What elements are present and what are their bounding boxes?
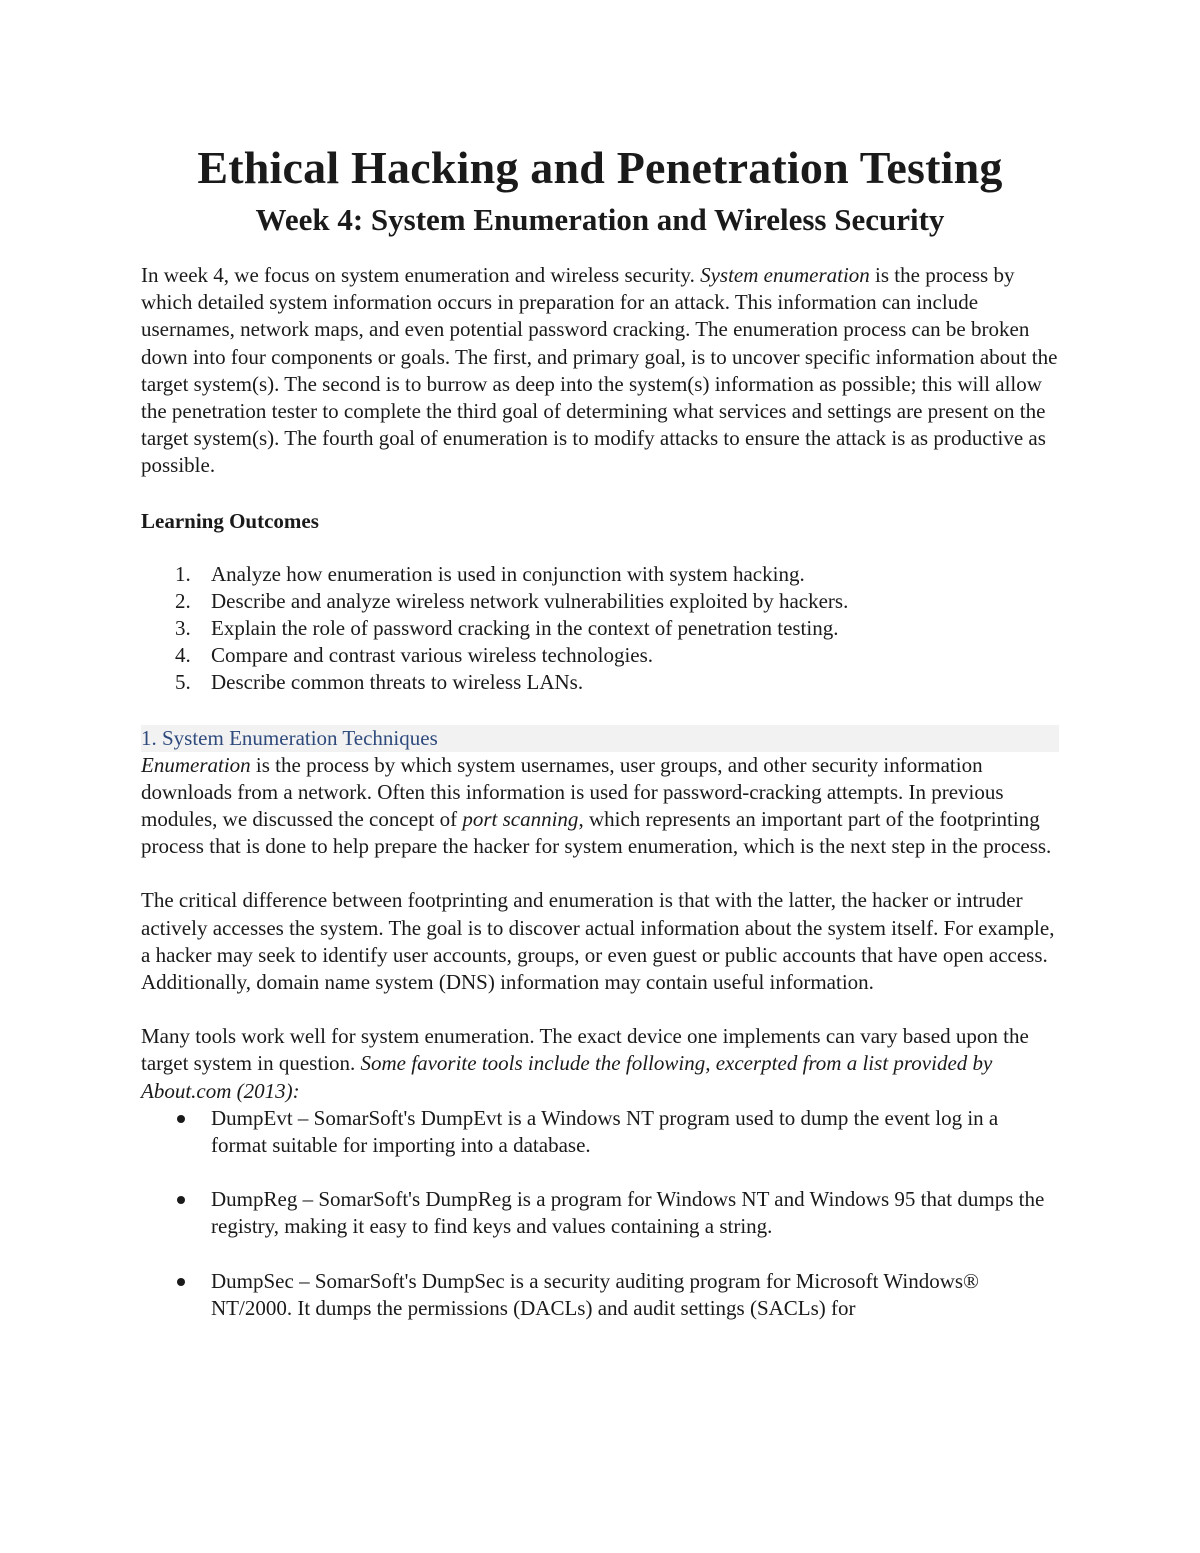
document-title: Ethical Hacking and Penetration Testing — [197, 142, 1003, 193]
enumeration-term: Enumeration — [141, 752, 251, 777]
learning-outcomes-list — [141, 561, 1059, 697]
learning-outcome-item — [141, 615, 1059, 642]
bullet-icon — [177, 1115, 185, 1123]
tool-text: DumpReg – SomarSoft's DumpReg is a program for Windows NT and Windows 95 that dumps the registry, making it easy to find keys and values containing a string. — [211, 1187, 1045, 1239]
outcome-number: 5. — [175, 670, 191, 695]
intro-paragraph — [141, 262, 1059, 480]
tools-list — [141, 1105, 1059, 1322]
outcome-text: Describe and analyze wireless network vulnerabilities exploited by hackers. — [211, 588, 849, 613]
port-scanning-term: port scanning — [462, 807, 579, 832]
learning-outcome-item — [141, 588, 1059, 615]
outcome-number: 2. — [175, 588, 191, 613]
tool-item — [141, 1105, 1059, 1159]
outcome-number: 3. — [175, 616, 191, 641]
document-subtitle: Week 4: System Enumeration and Wireless Security — [255, 202, 945, 237]
difference-paragraph: The critical difference between footprinting and enumeration is that with the latter, the hacker or intruder actively accesses the system. The goal is to discover actual information about the system itself. For example, a hacker may seek to identify user accounts, groups, or even guest or public accounts that have open access. Additionally, domain name system (DNS) information may contain useful information. — [141, 888, 1055, 995]
outcome-number: 1. — [175, 561, 191, 586]
tools-italic-text: Some favorite tools include the following, excerpted from a list provided by About.com (2013): — [141, 1051, 993, 1103]
enumeration-text-2: , which represents an important part of the footprinting process that is done to help prepare the hacker for system enumeration, which is the next step in the process. — [141, 807, 1052, 859]
intro-italic-term: System enumeration — [700, 263, 870, 287]
bullet-icon — [177, 1196, 185, 1204]
enumeration-paragraph — [141, 752, 1059, 861]
learning-outcome-item — [141, 561, 1059, 588]
learning-outcome-item — [141, 669, 1059, 696]
document-page — [141, 140, 1059, 1349]
tool-text: DumpEvt – SomarSoft's DumpEvt is a Windows NT program used to dump the event log in a format suitable for importing into a database. — [211, 1105, 999, 1158]
enumeration-text-1: is the process by which system usernames, user groups, and other security information downloads from a network. Often this information is used for password-cracking attempts. In previous modules, we discussed the concept of — [141, 752, 1004, 832]
outcome-text: Describe common threats to wireless LANs. — [211, 670, 584, 695]
learning-outcome-item — [141, 642, 1059, 669]
section-heading: 1. System Enumeration Techniques — [141, 725, 1059, 752]
tool-item — [141, 1186, 1059, 1240]
learning-outcomes-heading: Learning Outcomes — [141, 508, 319, 533]
outcome-number: 4. — [175, 643, 191, 668]
tools-text: Many tools work well for system enumeration. The exact device one implements can vary based upon the target system in question. — [141, 1024, 1029, 1076]
bullet-icon — [177, 1278, 185, 1286]
tools-paragraph — [141, 1023, 1059, 1105]
intro-text-2: is the process by which detailed system information occurs in preparation for an attack. This information can include usernames, network maps, and even potential password cracking. The enumeration process can be broken down into four components or goals. The first, and primary goal, is to uncover specific information about the target system(s). The second is to burrow as deep into the system(s) information as possible; this will allow the penetration tester to complete the third goal of determining what services and settings are present on the target system(s). The fourth goal of enumeration is to modify attacks to ensure the attack is as productive as possible. — [141, 263, 1058, 478]
intro-text-1: In week 4, we focus on system enumeration and wireless security. — [141, 263, 701, 287]
outcome-text: Analyze how enumeration is used in conjunction with system hacking. — [211, 561, 805, 586]
tool-item — [141, 1268, 1059, 1322]
outcome-text: Compare and contrast various wireless technologies. — [211, 643, 654, 668]
outcome-text: Explain the role of password cracking in the context of penetration testing. — [211, 616, 839, 641]
tool-text: DumpSec – SomarSoft's DumpSec is a security auditing program for Microsoft Windows® NT/2000. It dumps the permissions (DACLs) and audit settings (SACLs) for — [211, 1268, 979, 1320]
